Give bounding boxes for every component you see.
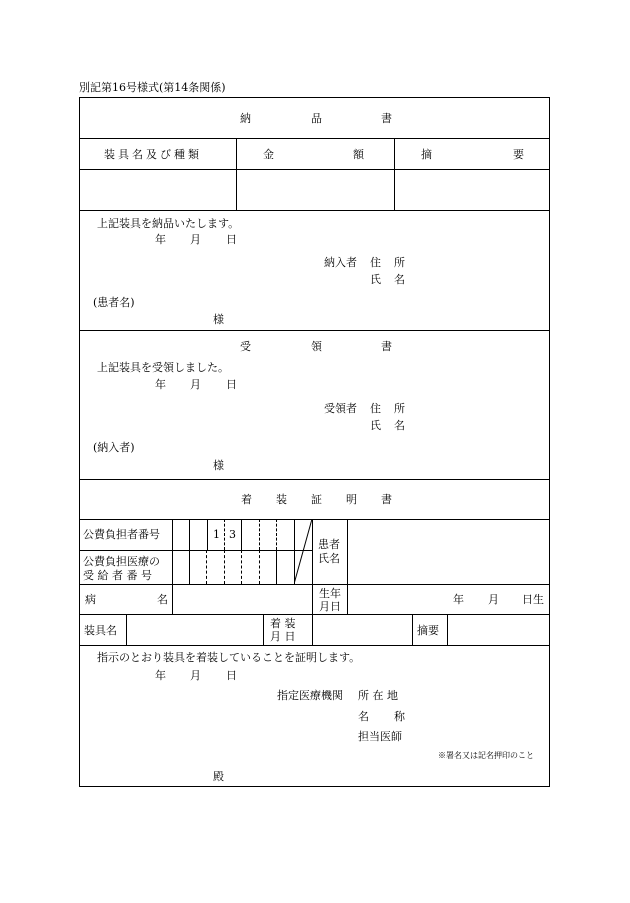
delivery-day: 日 (226, 233, 237, 246)
institution-label: 指定医療機関 (277, 689, 343, 702)
name-1: 氏 (370, 273, 381, 286)
cert-title-2: 装 (276, 493, 287, 506)
fit-date-label-2: 月 日 (270, 630, 296, 643)
patient-label-2: 氏名 (318, 552, 340, 565)
divider (236, 138, 237, 210)
diagonal-slash (294, 519, 313, 585)
divider (241, 519, 242, 550)
divider (79, 138, 550, 139)
cert-year: 年 (155, 669, 166, 682)
disease-label-1: 病 (85, 593, 96, 606)
delivery-title-1: 納 (240, 112, 251, 125)
divider (79, 614, 550, 615)
fit-date-label-1: 着 装 (270, 617, 296, 630)
cert-month: 月 (190, 669, 201, 682)
col-item-header: 装具名及び種類 (104, 148, 202, 161)
divider (312, 614, 313, 645)
divider (412, 614, 413, 645)
birth-label-1: 生年 (319, 587, 341, 600)
divider (189, 519, 190, 584)
cert-statement: 指示のとおり装具を着装していることを証明します。 (97, 651, 361, 664)
cert-title-1: 着 (241, 493, 252, 506)
honorific: 様 (213, 459, 224, 472)
birth-day: 日生 (522, 593, 544, 606)
divider (172, 519, 173, 614)
address-2: 所 (394, 256, 405, 269)
device-name-label: 装具名 (84, 624, 117, 637)
receiver-label: 受領者 (324, 402, 357, 415)
divider (206, 550, 207, 584)
form-frame (79, 97, 550, 787)
payer-digit-2: 3 (229, 528, 236, 541)
location-label: 所 在 地 (358, 689, 398, 702)
divider (259, 550, 260, 584)
receipt-statement: 上記装具を受領しました。 (97, 361, 229, 374)
cert-day: 日 (226, 669, 237, 682)
recipient-label-2: 受 給 者 番 号 (83, 569, 152, 582)
receipt-title-3: 書 (381, 340, 392, 353)
divider (347, 584, 348, 614)
patient-name-label: (患者名) (93, 296, 135, 309)
divider (276, 550, 277, 584)
divider (347, 519, 348, 584)
payer-digit-1: 1 (213, 528, 220, 541)
divider (79, 519, 550, 520)
patient-label-1: 患者 (318, 538, 340, 551)
divider (79, 645, 550, 646)
form-id: 別記第16号様式(第14条関係) (79, 81, 226, 94)
birth-year: 年 (453, 593, 464, 606)
divider (79, 550, 312, 551)
honorific: 様 (213, 313, 224, 326)
receipt-day: 日 (226, 378, 237, 391)
payer-number-label: 公費負担者番号 (83, 528, 160, 541)
col-amount-2: 額 (353, 148, 364, 161)
cert-title-5: 書 (381, 493, 392, 506)
receipt-year: 年 (155, 378, 166, 391)
divider (447, 614, 448, 645)
divider (312, 584, 313, 614)
delivery-title-2: 品 (311, 112, 322, 125)
receipt-month: 月 (190, 378, 201, 391)
address-1: 住 (370, 256, 381, 269)
cert-title-4: 明 (346, 493, 357, 506)
deliverer-name-label: (納入者) (93, 441, 135, 454)
receipt-title-1: 受 (240, 340, 251, 353)
col-note-1: 摘 (421, 148, 432, 161)
name-2: 名 (394, 273, 405, 286)
delivery-statement: 上記装具を納品いたします。 (97, 217, 240, 230)
delivery-title-3: 書 (381, 112, 392, 125)
col-amount-1: 金 (263, 148, 274, 161)
divider (394, 138, 395, 210)
divider (224, 550, 225, 584)
divider (79, 584, 550, 585)
col-note-2: 要 (513, 148, 524, 161)
divider (276, 519, 277, 550)
divider (126, 614, 127, 645)
note-label: 摘要 (417, 624, 439, 637)
recipient-label-1: 公費負担医療の (83, 555, 160, 568)
address-2: 所 (394, 402, 405, 415)
address-1: 住 (370, 402, 381, 415)
signature-note: ※署名又は記名押印のこと (438, 751, 534, 760)
divider (79, 479, 550, 480)
birth-label-2: 月日 (319, 600, 341, 613)
divider (224, 519, 225, 550)
divider (241, 550, 242, 584)
delivery-month: 月 (190, 233, 201, 246)
deliverer-label: 納入者 (324, 256, 357, 269)
name-2: 名 (394, 419, 405, 432)
divider (207, 519, 208, 550)
institution-name-1: 名 (358, 710, 369, 723)
receipt-title-2: 領 (311, 340, 322, 353)
divider (263, 614, 264, 645)
birth-month: 月 (488, 593, 499, 606)
delivery-year: 年 (155, 233, 166, 246)
disease-label-2: 名 (157, 593, 168, 606)
doctor-label: 担当医師 (358, 730, 402, 743)
divider (79, 169, 550, 170)
addressee: 殿 (213, 770, 224, 783)
divider (79, 210, 550, 211)
divider (259, 519, 260, 550)
divider (79, 330, 550, 331)
name-1: 氏 (370, 419, 381, 432)
cert-title-3: 証 (311, 493, 322, 506)
institution-name-2: 称 (394, 710, 405, 723)
